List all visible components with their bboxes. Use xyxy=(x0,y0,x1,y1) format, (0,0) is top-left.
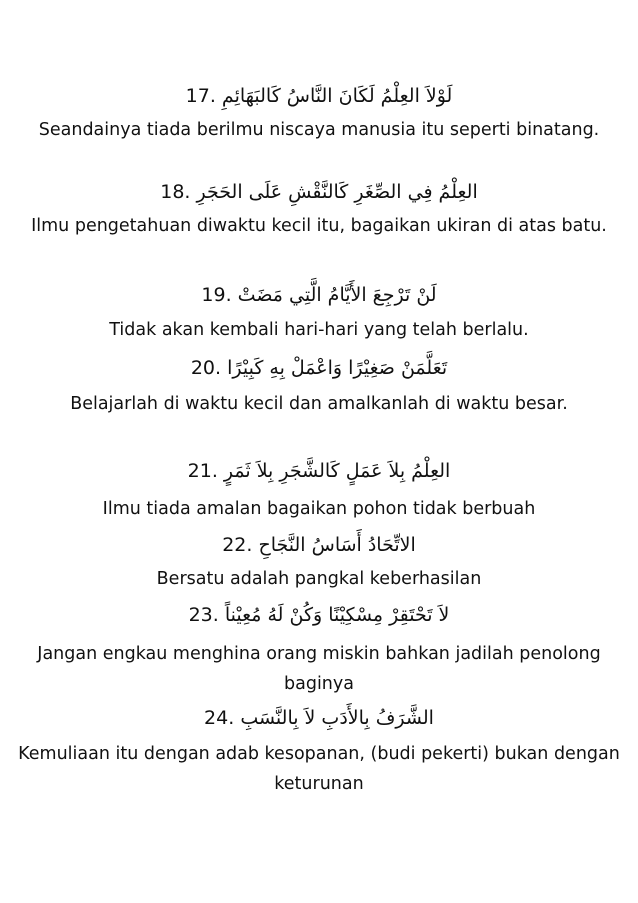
proverb-arabic-line xyxy=(60,177,578,207)
arabic-text: لَوْلاَ العِلْمُ لَكَانَ النَّاسُ كَالبَهَائِمِ xyxy=(221,85,453,107)
proverb-arabic xyxy=(60,456,578,486)
proverb-arabic xyxy=(60,177,578,207)
proverb-number: 17. xyxy=(185,85,216,107)
arabic-text: الاتِّحَادُ أَسَاسُ النَّجَاحِ xyxy=(258,534,416,556)
proverb-translation: Jangan engkau menghina orang miskin bahkan jadilah penolong baginya xyxy=(37,644,601,694)
proverb-translation: Bersatu adalah pangkal keberhasilan xyxy=(156,569,482,589)
proverb-arabic xyxy=(60,600,578,630)
arabic-text: العِلْمُ فِي الصِّغَرِ كَالنَّقْشِ عَلَى الحَجَرِ xyxy=(196,181,478,203)
proverb-arabic-line xyxy=(60,81,578,111)
proverb-arabic-line xyxy=(60,353,578,383)
proverb-number: 23. xyxy=(188,604,219,626)
proverb-number: 21. xyxy=(187,460,218,482)
proverb-arabic xyxy=(60,353,578,383)
proverb-translation: Ilmu tiada amalan bagaikan pohon tidak berbuah xyxy=(102,499,536,519)
proverb-arabic-line xyxy=(60,703,578,733)
proverb-translation: Seandainya tiada berilmu niscaya manusia itu seperti binatang. xyxy=(38,120,600,140)
arabic-text: العِلْمُ بِلاَ عَمَلٍ كَالشَّجَرِ بِلاَ ثَمَرٍ xyxy=(223,460,451,482)
arabic-text: تَعَلَّمَنْ صَغِيْرًا وَاعْمَلْ بِهِ كَبِيْرًا xyxy=(227,357,448,379)
arabic-text: لَنْ تَرْجِعَ الأَيَّامُ الَّتِي مَضَتْ xyxy=(237,284,437,306)
proverb-number: 20. xyxy=(190,357,222,379)
proverb-translation: Tidak akan kembali hari-hari yang telah berlalu. xyxy=(109,320,529,340)
proverb-arabic-line xyxy=(60,600,578,630)
proverb-number: 24. xyxy=(204,707,235,729)
proverb-translation: Belajarlah di waktu kecil dan amalkanlah di waktu besar. xyxy=(70,394,568,414)
proverb-number: 18. xyxy=(160,181,191,203)
proverb-arabic-line xyxy=(60,280,578,310)
proverb-arabic xyxy=(60,530,578,560)
proverb-number: 19. xyxy=(201,284,232,306)
proverb-translation: Ilmu pengetahuan diwaktu kecil itu, bagaikan ukiran di atas batu. xyxy=(31,216,607,236)
proverb-arabic xyxy=(60,81,578,111)
proverb-arabic xyxy=(60,280,578,310)
proverb-translation: Kemuliaan itu dengan adab kesopanan, (budi pekerti) bukan dengan keturunan xyxy=(18,744,620,794)
proverb-arabic-line xyxy=(60,530,578,560)
arabic-text: لاَ تَحْتَقِرْ مِسْكِيْنًا وَكُنْ لَهُ مُعِيْناً xyxy=(224,604,450,626)
arabic-text: الشَّرَفُ بِالأَدَبِ لاَ بِالنَّسَبِ xyxy=(240,707,434,729)
proverb-number: 22. xyxy=(222,534,253,556)
proverb-arabic-line xyxy=(60,456,578,486)
proverb-arabic xyxy=(60,703,578,733)
